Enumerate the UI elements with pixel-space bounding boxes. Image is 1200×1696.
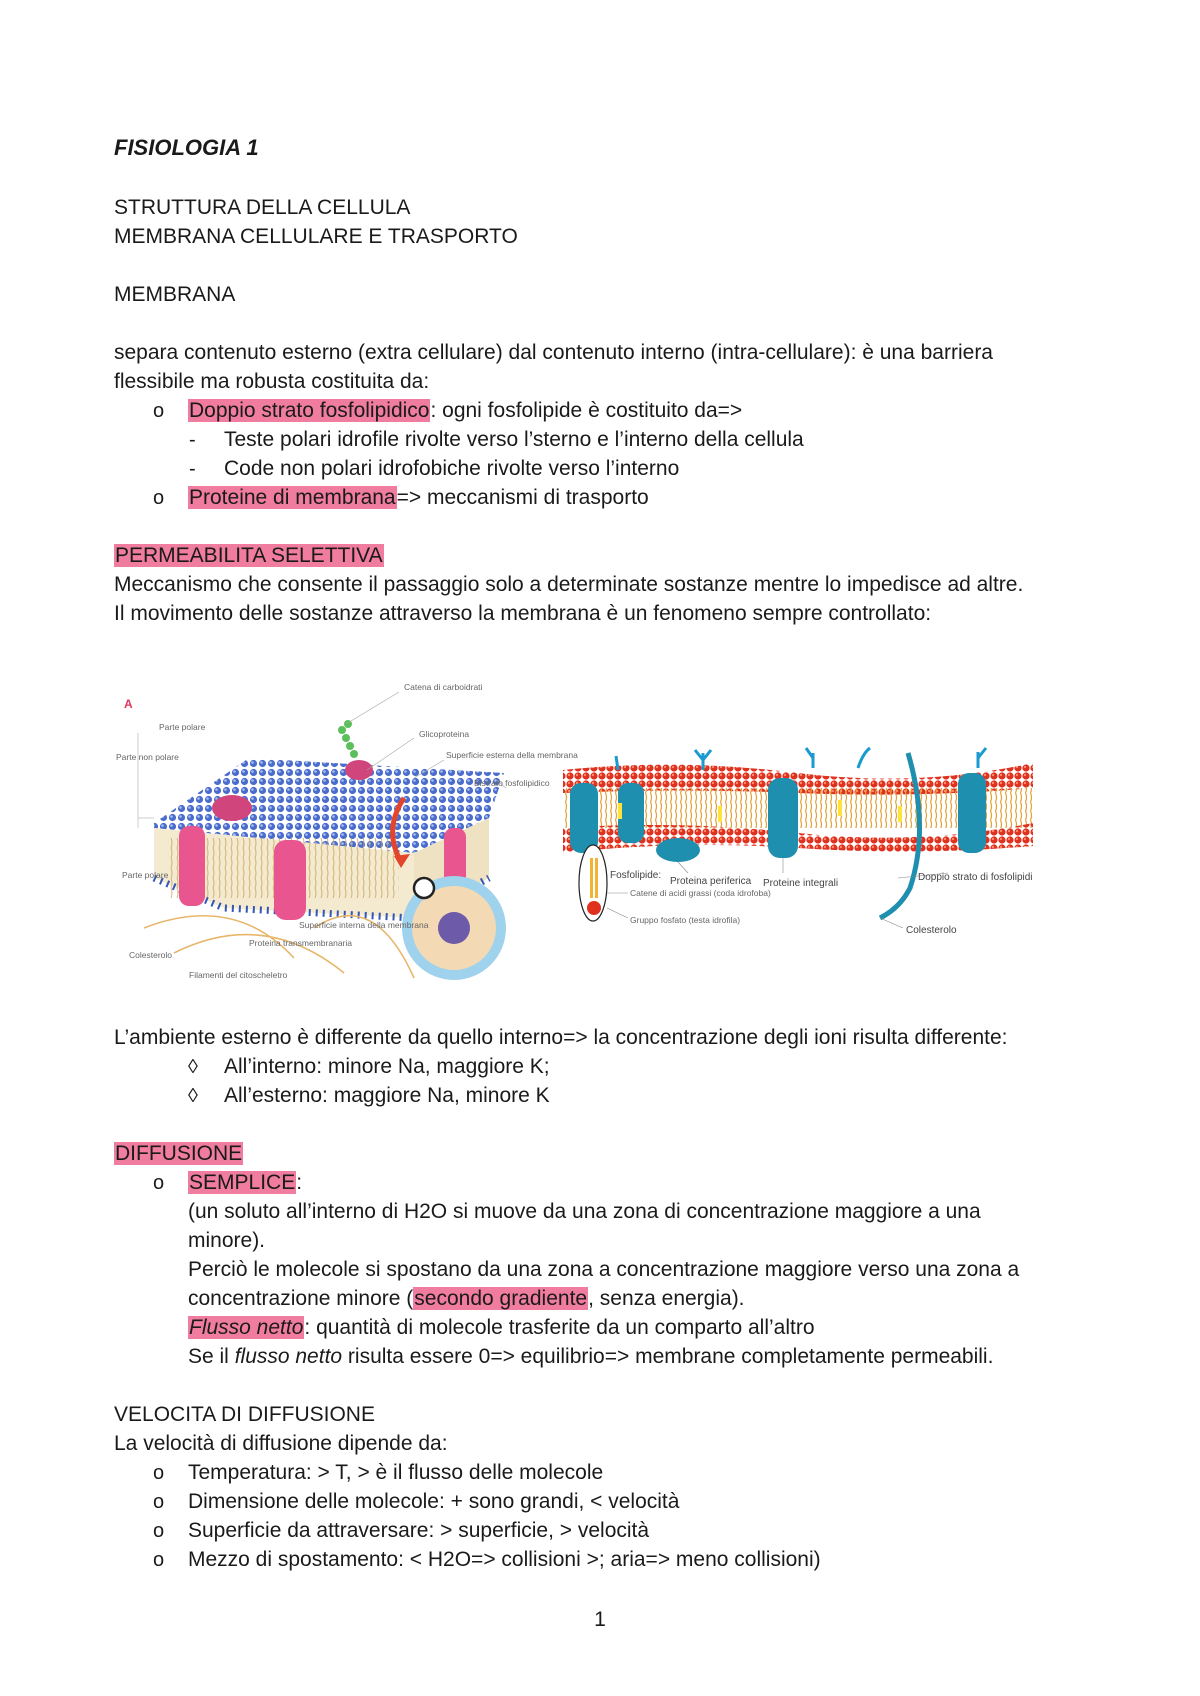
- label-fatty-chains: Catene di acidi grassi (coda idrofoba): [630, 888, 771, 898]
- bullet-circle: o: [153, 1172, 165, 1194]
- highlight-bilayer: Doppio strato fosfolipidico: [189, 399, 430, 422]
- diffusion-line-5: [188, 1314, 815, 1342]
- bullet-dash: -: [189, 429, 196, 451]
- heading-membrane-transport: MEMBRANA CELLULARE E TRASPORTO: [114, 225, 518, 248]
- membrane-cross-section-figure: [558, 748, 1038, 983]
- speed-intro: La velocità di diffusione dipende da:: [114, 1432, 448, 1455]
- bullet-circle: o: [153, 1520, 165, 1542]
- label-bilayer: Bistrato fosfolipidico: [474, 778, 550, 788]
- heading-membrane: MEMBRANA: [114, 283, 236, 306]
- diffusion-line-6-a: Se il: [188, 1345, 235, 1368]
- env-item-inside: All’interno: minore Na, maggiore K;: [224, 1055, 550, 1078]
- highlight-net-flux: Flusso netto: [189, 1316, 304, 1339]
- label-outer-surface: Superficie esterna della membrana: [446, 750, 578, 760]
- bullet-diamond: ◊: [188, 1085, 198, 1107]
- label-double-layer: Doppio strato di fosfolipidi: [918, 872, 1033, 883]
- bullet-diamond: ◊: [188, 1056, 198, 1078]
- intro-line-1: separa contenuto esterno (extra cellulare) dal contenuto interno (intra-cellulare): è una barriera: [114, 341, 993, 364]
- diffusion-line-3: Perciò le molecole si spostano da una zona a concentrazione maggiore verso una zona a: [188, 1258, 1020, 1281]
- label-integral: Proteine integrali: [763, 878, 839, 889]
- list-item-semplice: [188, 1169, 302, 1197]
- panel-letter: A: [124, 697, 133, 711]
- diffusion-line-5-text: : quantità di molecole trasferite da un comparto all’altro: [304, 1316, 815, 1339]
- permeability-line-1: Meccanismo che consente il passaggio solo a determinate sostanze mentre lo impedisce ad altre.: [114, 573, 1024, 596]
- label-cholesterol-b: Colesterolo: [906, 925, 957, 936]
- speed-item-surface: Superficie da attraversare: > superficie, > velocità: [188, 1519, 650, 1542]
- label-phospholipid: Fosfolipide:: [610, 870, 662, 881]
- label-glycoprotein: Glicoproteina: [419, 729, 470, 739]
- speed-item-size: Dimensione delle molecole: + sono grandi, < velocità: [188, 1490, 680, 1513]
- heading-cell-structure: STRUTTURA DELLA CELLULA: [114, 196, 411, 219]
- page-number: 1: [594, 1608, 606, 1631]
- sub-item-nonpolar-tails: Code non polari idrofobiche rivolte verso l’interno: [224, 457, 680, 480]
- list-item-proteins: [188, 484, 649, 512]
- label-peripheral: Proteina periferica: [670, 876, 752, 887]
- glycoprotein: [345, 760, 373, 780]
- highlight-gradient: secondo gradiente: [414, 1287, 588, 1310]
- peripheral-protein: [212, 795, 252, 821]
- label-inner-surface: Superficie interna della membrana: [299, 920, 429, 930]
- bullet-circle: o: [153, 1549, 165, 1571]
- environment-line: L’ambiente esterno è differente da quello interno=> la concentrazione degli ioni risulta differente:: [114, 1026, 1008, 1049]
- diffusion-line-6: [188, 1343, 993, 1371]
- bullet-circle: o: [153, 1491, 165, 1513]
- list-item-bilayer: [188, 397, 742, 425]
- diffusion-line-1: (un soluto all’interno di H2O si muove da una zona di concentrazione maggiore a una: [188, 1200, 981, 1223]
- sub-item-polar-heads: Teste polari idrofile rivolte verso l’sterno e l’interno della cellula: [224, 428, 804, 451]
- transmembrane-protein-2: [274, 840, 306, 920]
- label-nonpolar-part: Parte non polare: [116, 752, 179, 762]
- highlight-proteins: Proteine di membrana: [189, 486, 396, 509]
- diffusion-line-6-b: risulta essere 0=> equilibrio=> membrane completamente permeabili.: [342, 1345, 994, 1368]
- diffusion-line-4-b: , senza energia).: [588, 1287, 745, 1310]
- label-polar-part-top: Parte polare: [159, 722, 206, 732]
- semplice-colon: :: [296, 1171, 303, 1194]
- transmembrane-protein-1: [179, 826, 205, 906]
- label-carb-chain: Catena di carboidrati: [404, 682, 483, 692]
- peripheral-protein-b: [656, 838, 700, 862]
- label-polar-part-side: Parte polare: [122, 870, 169, 880]
- env-item-outside: All’esterno: maggiore Na, minore K: [224, 1084, 550, 1107]
- list-item-proteins-text: => meccanismi di trasporto: [396, 486, 649, 509]
- label-phosphate: Gruppo fosfato (testa idrofila): [630, 915, 741, 925]
- bullet-circle: o: [153, 1462, 165, 1484]
- heading-diffusion-speed: VELOCITA DI DIFFUSIONE: [114, 1403, 375, 1426]
- speed-item-temperature: Temperatura: > T, > è il flusso delle molecole: [188, 1461, 604, 1484]
- diffusion-line-2: minore).: [188, 1229, 266, 1252]
- list-item-bilayer-text: : ogni fosfolipide è costituito da=>: [430, 399, 743, 422]
- diffusion-line-4: [188, 1285, 745, 1313]
- label-cholesterol-a: Colesterolo: [129, 950, 172, 960]
- diffusion-line-4-a: concentrazione minore (: [188, 1287, 414, 1310]
- integral-protein: [768, 778, 798, 858]
- heading-diffusion: [114, 1140, 243, 1168]
- document-title: FISIOLOGIA 1: [114, 135, 259, 160]
- highlight-semplice: SEMPLICE: [189, 1171, 296, 1194]
- membrane-3d-figure: [114, 678, 578, 990]
- label-transmembrane: Proteina transmembranaria: [249, 938, 352, 948]
- bullet-circle: o: [153, 400, 165, 422]
- intro-line-2: flessibile ma robusta costituita da:: [114, 370, 430, 393]
- highlight-diffusion: DIFFUSIONE: [115, 1142, 243, 1165]
- bullet-circle: o: [153, 487, 165, 509]
- diffusion-line-6-italic: flusso netto: [234, 1345, 343, 1368]
- label-cytoskeleton: Filamenti del citoscheletro: [189, 970, 288, 980]
- highlight-permeability: PERMEABILITA SELETTIVA: [115, 544, 383, 567]
- heading-selective-permeability: [114, 542, 384, 570]
- permeability-line-2: Il movimento delle sostanze attraverso la membrana è un fenomeno sempre controllato:: [114, 602, 932, 625]
- speed-item-medium: Mezzo di spostamento: < H2O=> collisioni >; aria=> meno collisioni): [188, 1548, 821, 1571]
- bullet-dash: -: [189, 458, 196, 480]
